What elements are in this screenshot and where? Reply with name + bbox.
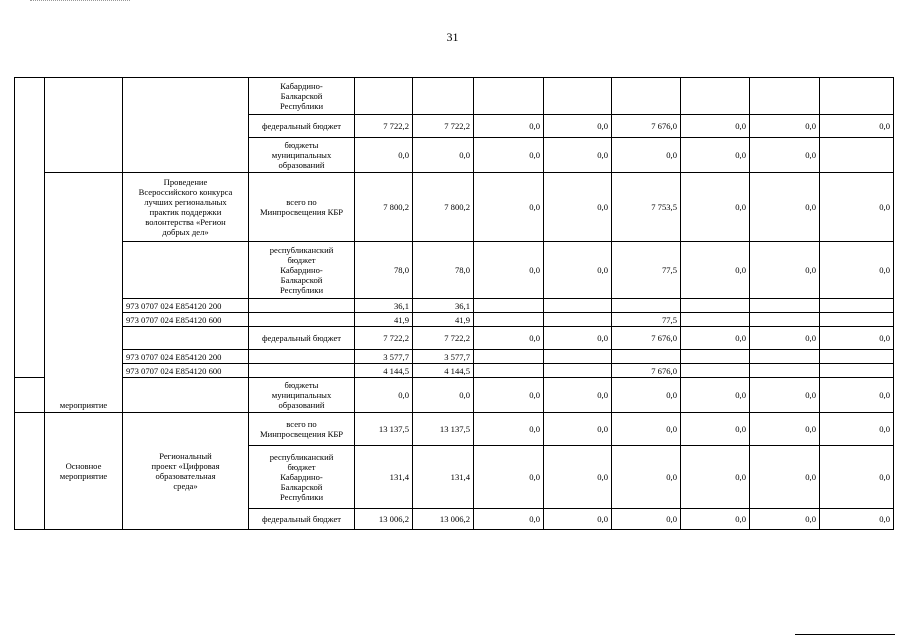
value-cell: 78,0 [413,242,474,299]
kbk-cell: 973 0707 024 E854120 600 [123,364,249,378]
value-cell: 0,0 [612,138,681,173]
value-cell [681,299,750,313]
source-cell [249,313,355,327]
value-cell: 0,0 [750,446,820,509]
value-cell: 0,0 [544,327,612,350]
kbk-cell: 973 0707 024 E854120 200 [123,350,249,364]
value-cell: 4 144,5 [413,364,474,378]
table-row [15,364,894,378]
name-cell [123,378,249,413]
budget-table [14,77,894,530]
table-row [15,313,894,327]
value-cell: 0,0 [820,173,894,242]
source-cell: Кабардино- Балкарской Республики [249,78,355,115]
value-cell [612,350,681,364]
value-cell: 0,0 [681,115,750,138]
value-cell [750,364,820,378]
value-cell: 7 722,2 [413,327,474,350]
value-cell: 0,0 [820,327,894,350]
value-cell [544,350,612,364]
value-cell [474,313,544,327]
source-cell: бюджеты муниципальных образований [249,378,355,413]
source-cell: республиканский бюджет Кабардино- Балкарской Республики [249,446,355,509]
value-cell [413,78,474,115]
value-cell [474,78,544,115]
value-cell: 0,0 [750,378,820,413]
value-cell: 41,9 [413,313,474,327]
value-cell [681,313,750,327]
value-cell: 0,0 [474,138,544,173]
value-cell: 0,0 [474,378,544,413]
value-cell: 0,0 [474,413,544,446]
value-cell [820,313,894,327]
value-cell: 0,0 [544,138,612,173]
value-cell: 0,0 [612,446,681,509]
value-cell: 0,0 [681,446,750,509]
value-cell: 0,0 [820,242,894,299]
value-cell [820,78,894,115]
table-row [15,78,894,115]
source-cell: федеральный бюджет [249,327,355,350]
value-cell: 131,4 [413,446,474,509]
source-cell: всего по Минпросвещения КБР [249,413,355,446]
value-cell: 0,0 [750,138,820,173]
value-cell: 0,0 [820,378,894,413]
value-cell: 0,0 [750,173,820,242]
value-cell: 77,5 [612,242,681,299]
value-cell: 36,1 [355,299,413,313]
value-cell [544,364,612,378]
value-cell: 0,0 [681,327,750,350]
value-cell [820,138,894,173]
value-cell [820,299,894,313]
value-cell: 0,0 [612,509,681,530]
value-cell: 0,0 [820,446,894,509]
kbk-cell: 973 0707 024 E854120 200 [123,299,249,313]
value-cell [681,350,750,364]
value-cell: 0,0 [474,509,544,530]
value-cell: 13 137,5 [355,413,413,446]
value-cell: 4 144,5 [355,364,413,378]
value-cell [820,364,894,378]
value-cell: 0,0 [612,413,681,446]
status-col-cell [15,378,45,413]
value-cell: 7 676,0 [612,327,681,350]
value-cell [750,350,820,364]
value-cell: 0,0 [820,413,894,446]
value-cell [820,350,894,364]
value-cell: 0,0 [820,509,894,530]
value-cell: 7 676,0 [612,115,681,138]
value-cell: 0,0 [750,115,820,138]
event-name-cell: Проведение Всероссийского конкурса лучших региональных практик поддержки волонтерства «Регион добрых дел» [123,173,249,242]
value-cell: 0,0 [544,173,612,242]
value-cell: 7 722,2 [355,327,413,350]
value-cell [474,350,544,364]
source-cell: федеральный бюджет [249,509,355,530]
value-cell: 0,0 [681,378,750,413]
value-cell: 13 137,5 [413,413,474,446]
value-cell: 0,0 [474,115,544,138]
table-row [15,378,894,413]
value-cell [750,299,820,313]
value-cell: 0,0 [355,378,413,413]
table-row [15,242,894,299]
value-cell: 0,0 [544,413,612,446]
value-cell: 0,0 [681,413,750,446]
value-cell: 0,0 [750,509,820,530]
project-name-cell: Региональный проект «Цифровая образовательная среда» [123,413,249,530]
table-row [15,173,894,242]
page-number: 31 [446,30,459,44]
source-cell: республиканский бюджет Кабардино- Балкарской Республики [249,242,355,299]
value-cell: 0,0 [750,327,820,350]
value-cell [750,313,820,327]
value-cell [544,313,612,327]
value-cell: 0,0 [612,378,681,413]
table-row [15,299,894,313]
value-cell [544,299,612,313]
table-row [15,327,894,350]
value-cell: 0,0 [681,138,750,173]
source-cell: бюджеты муниципальных образований [249,138,355,173]
value-cell [681,364,750,378]
kbk-cell: 973 0707 024 E854120 600 [123,313,249,327]
value-cell: 77,5 [612,313,681,327]
value-cell [355,78,413,115]
value-cell: 131,4 [355,446,413,509]
value-cell: 0,0 [413,378,474,413]
status-cell [45,78,123,173]
value-cell [474,299,544,313]
main-event-label-cell: Основное мероприятие [45,413,123,530]
source-cell [249,350,355,364]
value-cell: 7 722,2 [413,115,474,138]
source-cell: федеральный бюджет [249,115,355,138]
value-cell: 0,0 [544,378,612,413]
value-cell: 0,0 [474,173,544,242]
value-cell: 13 006,2 [355,509,413,530]
value-cell [750,78,820,115]
value-cell: 0,0 [544,446,612,509]
value-cell: 0,0 [544,509,612,530]
name-cell [123,78,249,173]
value-cell: 7 800,2 [413,173,474,242]
value-cell: 0,0 [820,115,894,138]
value-cell [544,78,612,115]
value-cell: 3 577,7 [355,350,413,364]
value-cell: 7 753,5 [612,173,681,242]
value-cell: 0,0 [413,138,474,173]
value-cell: 7 800,2 [355,173,413,242]
value-cell: 78,0 [355,242,413,299]
value-cell: 0,0 [750,242,820,299]
value-cell: 0,0 [474,242,544,299]
value-cell [681,78,750,115]
value-cell: 7 676,0 [612,364,681,378]
footer-rule [795,634,895,635]
value-cell [474,364,544,378]
table-row [15,413,894,446]
source-cell: всего по Минпросвещения КБР [249,173,355,242]
value-cell: 0,0 [544,115,612,138]
value-cell: 0,0 [474,446,544,509]
value-cell: 0,0 [681,173,750,242]
value-cell: 0,0 [474,327,544,350]
value-cell: 0,0 [544,242,612,299]
source-cell [249,299,355,313]
value-cell: 0,0 [355,138,413,173]
value-cell: 0,0 [750,413,820,446]
value-cell: 13 006,2 [413,509,474,530]
status-col-cell [15,413,45,530]
value-cell: 3 577,7 [413,350,474,364]
source-cell [249,364,355,378]
value-cell: 0,0 [681,242,750,299]
value-cell: 7 722,2 [355,115,413,138]
name-cell [123,327,249,350]
table-row [15,350,894,364]
value-cell [612,299,681,313]
value-cell: 36,1 [413,299,474,313]
name-cell [123,242,249,299]
value-cell: 0,0 [681,509,750,530]
value-cell [612,78,681,115]
scan-artifact [30,0,130,5]
value-cell: 41,9 [355,313,413,327]
event-label-cell: мероприятие [45,173,123,413]
status-col-cell [15,78,45,378]
